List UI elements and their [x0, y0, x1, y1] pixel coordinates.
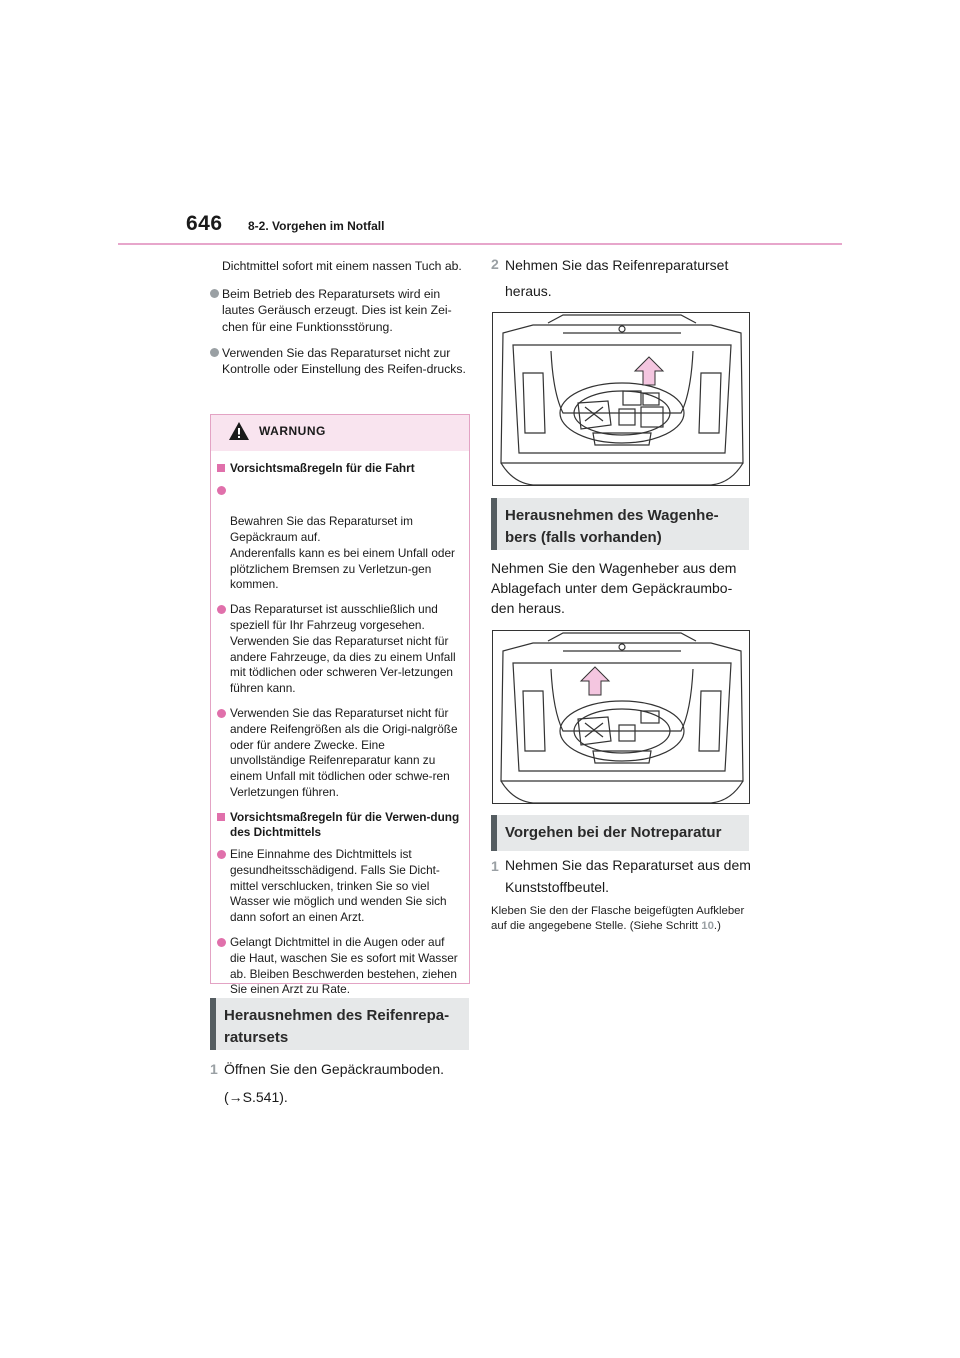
step-text: Öffnen Sie den Gepäckraumboden.	[224, 1061, 445, 1077]
list-item	[210, 345, 470, 377]
warning-label: WARNUNG	[259, 424, 326, 438]
warning-header	[211, 415, 469, 451]
sticker-note-end: .)	[713, 920, 721, 933]
warning-item	[217, 483, 463, 594]
bullet-dot-icon	[217, 605, 226, 614]
header-divider	[118, 243, 842, 245]
step-1	[210, 1057, 470, 1109]
bullet-dot-icon	[217, 709, 226, 718]
sticker-note	[491, 904, 751, 935]
step-reference: 10	[701, 920, 714, 933]
warning-body	[211, 451, 469, 998]
warning-section-title-text: Vorsichtsmaßregeln für die Verwen-dung des Dichtmittels	[230, 809, 460, 840]
warning-item	[217, 602, 463, 697]
section-heading-remove-jack: Herausnehmen des Wagenhe-bers (falls vorhanden)	[491, 498, 749, 550]
section-heading-emergency-repair: Vorgehen bei der Notreparatur	[491, 815, 749, 851]
step-2	[491, 252, 751, 304]
step-1-emergency	[491, 854, 751, 898]
bullet-dot-icon	[210, 348, 219, 357]
step-number: 1	[491, 858, 499, 874]
trunk-illustration-repair-kit	[492, 312, 750, 486]
square-bullet-icon	[217, 813, 225, 821]
warning-triangle-icon	[228, 421, 250, 441]
page-number: 646	[186, 212, 223, 235]
section-heading-remove-kit: Herausnehmen des Reifenrepa-ratursets	[210, 998, 469, 1050]
step-text: Nehmen Sie das Reifenreparaturset heraus.	[505, 257, 729, 299]
jack-instruction	[491, 558, 751, 618]
page-reference: (→S.541).	[224, 1089, 288, 1105]
warning-item-text: Bewahren Sie das Reparaturset im Gepäckraum auf. Anderenfalls kann es bei einem Unfall oder plötzlichem Bremsen zu Verletzun-gen kommen.	[230, 514, 455, 592]
bullet-dot-icon	[217, 486, 226, 495]
step-text: Nehmen Sie das Reparaturset aus dem Kunststoffbeutel.	[505, 857, 751, 895]
left-column-text	[210, 258, 470, 387]
step-number: 2	[491, 256, 499, 272]
warning-item	[217, 706, 463, 801]
step-number: 1	[210, 1061, 218, 1077]
warning-section-title-text: Vorsichtsmaßregeln für die Fahrt	[230, 461, 415, 475]
warning-item-text: Eine Einnahme des Dichtmittels ist gesundheitsschädigend. Falls Sie Dicht-mittel verschlucken, trinken Sie so viel Wasser wie möglich und wenden Sie sich dann sofort an einen Arzt.	[230, 846, 447, 925]
bullet-dot-icon	[217, 850, 226, 859]
square-bullet-icon	[217, 464, 225, 472]
sticker-note-text: Kleben Sie den der Flasche beigefügten Aufkleber auf die angegebene Stelle. (Siehe Schritt	[491, 905, 745, 933]
trunk-drawing	[493, 631, 750, 804]
trunk-drawing	[493, 313, 750, 486]
warning-box	[210, 414, 470, 997]
warning-section-title	[217, 461, 463, 477]
bullet-dot-icon	[210, 289, 219, 298]
warning-section-title	[217, 810, 463, 841]
jack-instruction-text: Nehmen Sie den Wagenheber aus dem Ablagefach unter dem Gepäckraumbo-den heraus.	[491, 560, 737, 616]
warning-item-text: Verwenden Sie das Reparaturset nicht für andere Reifengrößen als die Origi-nalgröße oder für andere Zwecke. Eine unvollständige Reifenreparatur kann zu einem Unfall mit tödlichen oder schwe-ren Verletzungen führen.	[230, 705, 458, 799]
bullet-text: Beim Betrieb des Reparatursets wird ein lautes Geräusch erzeugt. Dies ist kein Zei-chen für eine Funktionsstörung.	[222, 287, 452, 334]
list-item	[210, 286, 470, 335]
continued-paragraph: Dichtmittel sofort mit einem nassen Tuch ab.	[222, 259, 462, 273]
bullet-text: Verwenden Sie das Reparaturset nicht zur Kontrolle oder Einstellung des Reifen-drucks.	[222, 345, 466, 377]
trunk-illustration-jack	[492, 630, 750, 804]
warning-item-text: Gelangt Dichtmittel in die Augen oder auf die Haut, waschen Sie es sofort mit Wasser ab. Bleiben Beschwerden bestehen, ziehen Sie einen Arzt zu Rate.	[230, 934, 458, 997]
chapter-title: 8-2. Vorgehen im Notfall	[248, 219, 385, 233]
warning-item	[217, 935, 463, 998]
warning-item	[217, 847, 463, 926]
warning-item-text: Das Reparaturset ist ausschließlich und speziell für Ihr Fahrzeug vorgesehen. Verwenden Sie das Reparaturset nicht für andere Fahrzeuge, da dies zu einem Unfall mit tödlichen oder schweren Ver-letzungen führen kann.	[230, 602, 456, 696]
bullet-dot-icon	[217, 938, 226, 947]
